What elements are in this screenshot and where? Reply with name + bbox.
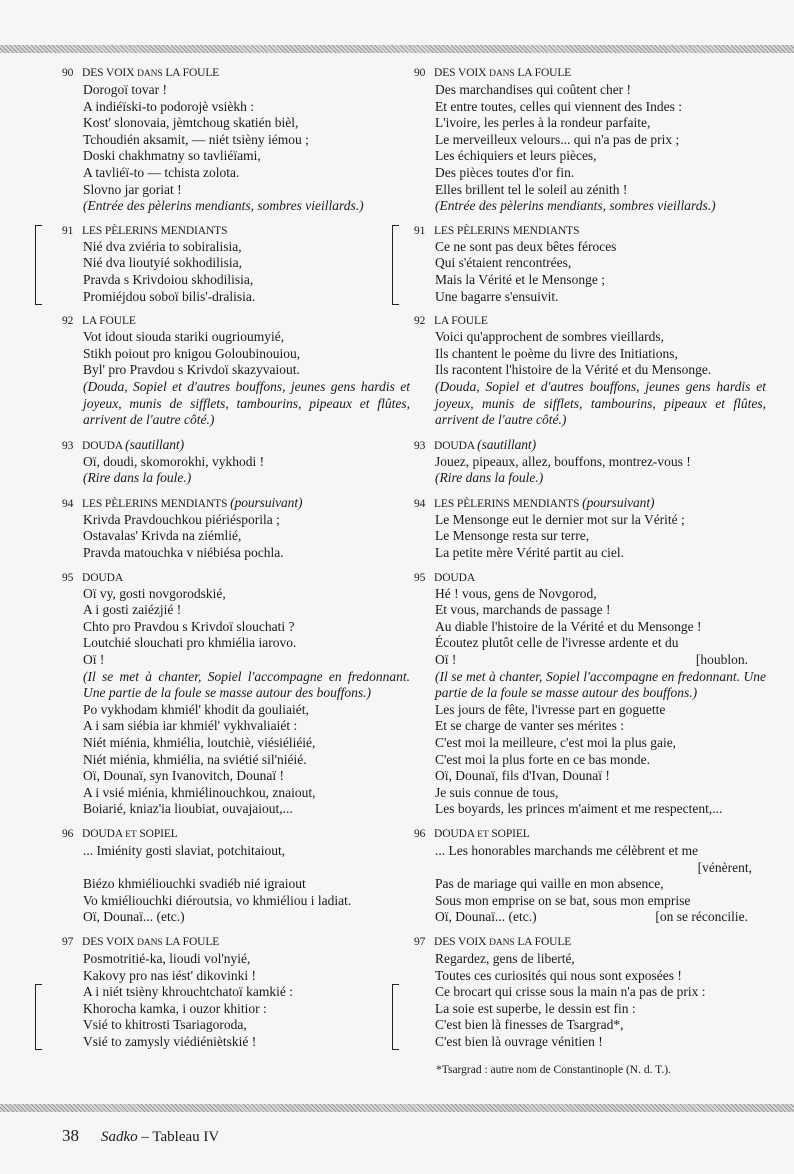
footnote: *Tsargrad : autre nom de Constantinople (N. d. T.).	[436, 1063, 671, 1076]
verse-line: A i gosti zaiézjié !	[83, 602, 182, 618]
verse-line: Oï vy, gosti novgorodskié,	[83, 585, 226, 601]
cue-number: 97	[62, 935, 74, 948]
speaker: DES VOIX	[82, 67, 135, 79]
speaker: LES PÈLERINS MENDIANTS	[82, 224, 228, 237]
verse-line: Nié dva lioutyié sokhodilisia,	[83, 255, 242, 271]
page-footer	[62, 1126, 219, 1146]
cue-90	[414, 65, 766, 215]
verse-line: Elles brillent tel le soleil au zénith !	[435, 181, 628, 197]
cue-number: 96	[62, 827, 74, 840]
cue-number: 93	[62, 439, 74, 452]
margin-bracket	[392, 225, 399, 305]
speaker-small: ET	[125, 829, 137, 840]
verse-line: Et vous, marchands de passage !	[435, 602, 611, 618]
verse-line: Oï, Dounaï... (etc.)	[83, 909, 185, 925]
cue-number: 93	[414, 439, 426, 452]
verse-line: Kakovy pro nas iést' dikovinki !	[83, 967, 257, 983]
speaker: LA FOULE	[517, 935, 572, 948]
speaker: LA FOULE	[434, 315, 488, 328]
verse-line: Po vykhodam khmiél' khodit da gouliaiét,	[83, 701, 309, 717]
verse-line: Oï !	[83, 652, 105, 668]
cue-heading	[414, 934, 766, 951]
verse-line: Regardez, gens de liberté,	[435, 950, 575, 966]
speaker: DOUDA	[434, 439, 475, 452]
cue-heading	[62, 570, 410, 586]
cue-heading	[414, 570, 766, 586]
speaker: SOPIEL	[491, 827, 530, 840]
speaker-small: DANS	[489, 69, 515, 79]
stage-direction: (Entrée des pèlerins mendiants, sombres vieillards.)	[435, 198, 716, 214]
verse-line: La petite mère Vérité partit au ciel.	[435, 545, 625, 561]
stage-direction: (Rire dans la foule.)	[83, 470, 192, 486]
verse-line: Pas de mariage qui vaille en mon absence,	[435, 876, 664, 892]
turnover-fragment: [vénèrent,	[697, 859, 752, 875]
verse-line-with-turnover	[414, 652, 766, 669]
cue-95	[62, 570, 410, 818]
verse-line: A tavliéï-to — tchista zolota.	[83, 164, 240, 180]
cue-number: 95	[62, 571, 74, 584]
speaker: DES VOIX	[434, 935, 487, 948]
speaker: LA FOULE	[165, 67, 220, 79]
inline-direction: (poursuivant)	[582, 494, 655, 510]
verse-line: C'est moi la plus forte en ce bas monde.	[435, 751, 651, 767]
verse-line: ... Les honorables marchands me célèbrent et me	[435, 842, 699, 858]
verse-line: Et entre toutes, celles qui viennent des Indes :	[435, 98, 683, 114]
cue-number: 95	[414, 571, 426, 584]
verse-line: Le Mensonge resta sur terre,	[435, 528, 590, 544]
verse-line: C'est bien là finesses de Tsargrad*,	[435, 1017, 624, 1033]
inline-direction: (sautillant)	[477, 436, 536, 452]
cue-90	[62, 65, 410, 215]
verse-line: Ils racontent l'histoire de la Vérité et du Mensonge.	[435, 362, 712, 378]
cue-heading	[62, 65, 410, 82]
cue-95	[414, 570, 766, 818]
cue-97	[414, 934, 766, 1051]
verse-line: La soie est superbe, le dessin est fin :	[435, 1000, 636, 1016]
cue-96	[414, 826, 766, 926]
verse-line: Je suis connue de tous,	[435, 784, 559, 800]
stage-direction: (Entrée des pèlerins mendiants, sombres vieillards.)	[83, 198, 364, 214]
verse-line: Ce brocart qui crisse sous la main n'a pas de prix :	[435, 984, 706, 1000]
verse-line: Pravda s Krivdoiou skhodilisia,	[83, 271, 254, 287]
turnover-fragment: [on se réconcilie.	[655, 909, 748, 925]
cue-heading	[62, 223, 410, 239]
verse-line: ... Imiénity gosti slaviat, potchitaiout,	[83, 842, 286, 858]
page-number: 38	[62, 1126, 79, 1145]
cue-number: 92	[62, 315, 74, 328]
speaker-small: DANS	[489, 937, 515, 948]
inline-direction: (poursuivant)	[230, 494, 303, 510]
cue-92	[414, 313, 766, 429]
verse-line: Posmotritié-ka, lioudi vol'nyié,	[83, 950, 251, 966]
verse-line: Qui s'étaient rencontrées,	[435, 255, 572, 271]
verse-line: A i niét tsièny khrouchtchatoï kamkié :	[83, 984, 293, 1000]
stage-direction: (Douda, Sopiel et d'autres bouffons, jeunes gens hardis et joyeux, munis de sifflets, tambourins, pipeaux et flûtes, arrivent de l'autre côté.)	[435, 378, 766, 428]
top-border-band	[0, 45, 794, 53]
verse-line: Mais la Vérité et le Mensonge ;	[435, 271, 605, 287]
verse-line: Slovno jar goriat !	[83, 181, 182, 197]
verse-line: Vo kmiéliouchki diéroutsia, vo khmiéliou i ladiat.	[83, 892, 352, 908]
verse-line: Boiarié, kniaz'ia lioubiat, ouvajaiout,...	[83, 801, 293, 817]
speaker-small: DANS	[137, 937, 163, 948]
cue-heading	[414, 826, 766, 843]
cue-92	[62, 313, 410, 429]
verse-line: Une bagarre s'ensuivit.	[435, 288, 559, 304]
right-column-french	[414, 65, 766, 1077]
verse-line: Au diable l'histoire de la Vérité et du Mensonge !	[435, 618, 702, 634]
verse-line: Khorocha kamka, i ouzor khitior :	[83, 1000, 267, 1016]
verse-line: Vsié to zamysly viédiéniètskié !	[83, 1033, 257, 1049]
speaker: DOUDA	[82, 571, 124, 584]
verse-line: A i vsié miénia, khmiélinouchkou, znaiout,	[83, 784, 316, 800]
cue-heading	[62, 313, 410, 329]
speaker: LA FOULE	[517, 67, 572, 79]
work-title: Sadko	[101, 1129, 138, 1145]
verse-line: C'est bien là ouvrage vénitien !	[435, 1033, 603, 1049]
verse-line: Jouez, pipeaux, allez, bouffons, montrez-vous !	[435, 453, 691, 469]
cue-heading	[414, 313, 766, 329]
cue-number: 91	[414, 224, 426, 237]
verse-line: Doski chakhmatny so tavliéïami,	[83, 148, 261, 164]
speaker: SOPIEL	[139, 827, 178, 840]
verse-line: Des marchandises qui coûtent cher !	[435, 82, 632, 97]
verse-line: Nié dva zviéria to sobiralisia,	[83, 238, 242, 254]
cue-heading	[414, 223, 766, 239]
cue-heading	[62, 934, 410, 951]
verse-line: Niét miénia, khmiélia, na sviétié sil'niéié.	[83, 751, 307, 767]
speaker-small: ET	[477, 829, 489, 840]
speaker: LA FOULE	[82, 315, 136, 328]
left-column-russian	[62, 65, 410, 1059]
verse-line: Voici qu'approchent de sombres vieillards,	[435, 329, 665, 345]
verse-line: C'est moi la meilleure, c'est moi la plus gaie,	[435, 735, 677, 750]
title-separator: –	[137, 1129, 153, 1145]
verse-line: Oï, Dounaï... (etc.)	[435, 909, 537, 925]
cue-heading	[414, 65, 766, 82]
verse-line: Ils chantent le poème du livre des Initiations,	[435, 345, 678, 361]
cue-number: 92	[414, 315, 426, 328]
verse-line: Chto pro Pravdou s Krivdoï slouchati ?	[83, 618, 295, 634]
cue-heading	[62, 495, 410, 512]
verse-line: Ce ne sont pas deux bêtes féroces	[435, 238, 617, 254]
verse-line: Écoutez plutôt celle de l'ivresse ardente et du	[435, 635, 679, 651]
bottom-border-band	[0, 1104, 794, 1112]
cue-number: 97	[414, 935, 426, 948]
turnover-fragment: [houblon.	[695, 652, 748, 668]
margin-bracket	[392, 984, 399, 1050]
speaker: DOUDA	[434, 571, 476, 584]
verse-line: Vot idout siouda stariki ougrioumyié,	[83, 329, 285, 345]
verse-line: Des pièces toutes d'or fin.	[435, 164, 575, 180]
cue-91	[414, 223, 766, 305]
verse-line: A indiéïski-to podorojè vsièkh :	[83, 98, 254, 114]
stage-direction: (Il se met à chanter, Sopiel l'accompagne en fredonnant. Une partie de la foule se masse autour des bouffons.)	[435, 668, 766, 701]
verse-line: Les jours de fête, l'ivresse part en goguette	[435, 701, 666, 717]
verse-line: Les boyards, les princes m'aiment et me respectent,...	[435, 801, 723, 817]
verse-line: Le Mensonge eut le dernier mot sur la Vérité ;	[435, 511, 685, 527]
verse-line: Loutchié slouchati pro khmiélia iarovo.	[83, 635, 297, 651]
speaker: DOUDA	[82, 827, 123, 840]
cue-heading	[414, 437, 766, 454]
verse-line: Le merveilleux velours... qui n'a pas de prix ;	[435, 131, 680, 147]
verse-line: Oï !	[435, 652, 457, 668]
blank-line	[62, 860, 410, 877]
speaker: DOUDA	[434, 827, 475, 840]
verse-line: Toutes ces curiosités qui nous sont exposées !	[435, 967, 682, 983]
cue-number: 91	[62, 224, 74, 237]
cue-96	[62, 826, 410, 926]
verse-line: Niét miénia, khmiélia, loutchiè, viésiéliéié,	[83, 735, 316, 750]
section-title: Tableau IV	[152, 1129, 220, 1145]
cue-number: 90	[62, 67, 74, 79]
verse-line: Ostavalas' Krivda na ziémlié,	[83, 528, 242, 544]
verse-line: Stikh poiout pro knigou Goloubinouiou,	[83, 345, 301, 361]
verse-line-with-turnover	[414, 909, 766, 926]
verse-line: Vsié to khitrosti Tsariagoroda,	[83, 1017, 247, 1033]
verse-line: Byl' pro Pravdou s Krivdoï skazyvaiout.	[83, 362, 300, 378]
verse-line: Krivda Pravdouchkou piériésporila ;	[83, 511, 280, 527]
verse-line: Pravda matouchka v niébiésa pochla.	[83, 545, 284, 561]
cue-94	[62, 495, 410, 562]
verse-line: Et se charge de vanter ses mérites :	[435, 718, 625, 734]
speaker: DOUDA	[82, 439, 123, 452]
verse-line: Kost' slonovaia, jèmtchoug skatién bièl,	[83, 115, 299, 131]
cue-heading	[62, 826, 410, 843]
verse-line: Hé ! vous, gens de Novgorod,	[435, 585, 597, 601]
speaker: LES PÈLERINS MENDIANTS	[434, 224, 580, 237]
cue-93	[414, 437, 766, 487]
cue-heading	[62, 437, 410, 454]
cue-97	[62, 934, 410, 1051]
verse-line: Oï, Dounaï, fils d'Ivan, Dounaï !	[435, 768, 610, 784]
verse-line: Tchoudién aksamit, — niét tsièny iémou ;	[83, 131, 309, 147]
stage-direction: (Douda, Sopiel et d'autres bouffons, jeunes gens hardis et joyeux, munis de sifflets, tambourins, pipeaux et flûtes, arrivent de l'autre côté.)	[83, 378, 410, 428]
verse-line: A i sam siébia iar khmiél' vykhvaliaiét :	[83, 718, 298, 734]
verse-line: L'ivoire, les perles à la rondeur parfaite,	[435, 115, 651, 131]
verse-line: Sous mon emprise on se bat, sous mon emprise	[435, 892, 691, 908]
verse-line: Oï, doudi, skomorokhi, vykhodi !	[83, 453, 265, 469]
cue-heading	[414, 495, 766, 512]
verse-line: Biézo khmiéliouchki svadiéb nié igraiout	[83, 876, 306, 892]
verse-line: Les échiquiers et leurs pièces,	[435, 148, 597, 164]
speaker: LES PÈLERINS MENDIANTS	[434, 497, 580, 510]
stage-direction: (Il se met à chanter, Sopiel l'accompagne en fredonnant. Une partie de la foule se masse autour des bouffons.)	[83, 668, 410, 701]
cue-93	[62, 437, 410, 487]
cue-number: 94	[414, 497, 426, 510]
speaker: DES VOIX	[82, 935, 135, 948]
verse-line: Dorogoï tovar !	[83, 82, 167, 97]
inline-direction: (sautillant)	[125, 436, 184, 452]
verse-line: Oï, Dounaï, syn Ivanovitch, Dounaï !	[83, 768, 284, 784]
cue-94	[414, 495, 766, 562]
margin-bracket	[35, 225, 42, 305]
speaker: DES VOIX	[434, 67, 487, 79]
speaker: LA FOULE	[165, 935, 220, 948]
cue-number: 96	[414, 827, 426, 840]
cue-91	[62, 223, 410, 305]
margin-bracket	[35, 984, 42, 1050]
speaker: LES PÈLERINS MENDIANTS	[82, 497, 228, 510]
verse-line: Promiéjdou soboï bilis'-dralisia.	[83, 288, 256, 304]
speaker-small: DANS	[137, 69, 163, 79]
cue-number: 94	[62, 497, 74, 510]
stage-direction: (Rire dans la foule.)	[435, 470, 544, 486]
cue-number: 90	[414, 67, 426, 79]
